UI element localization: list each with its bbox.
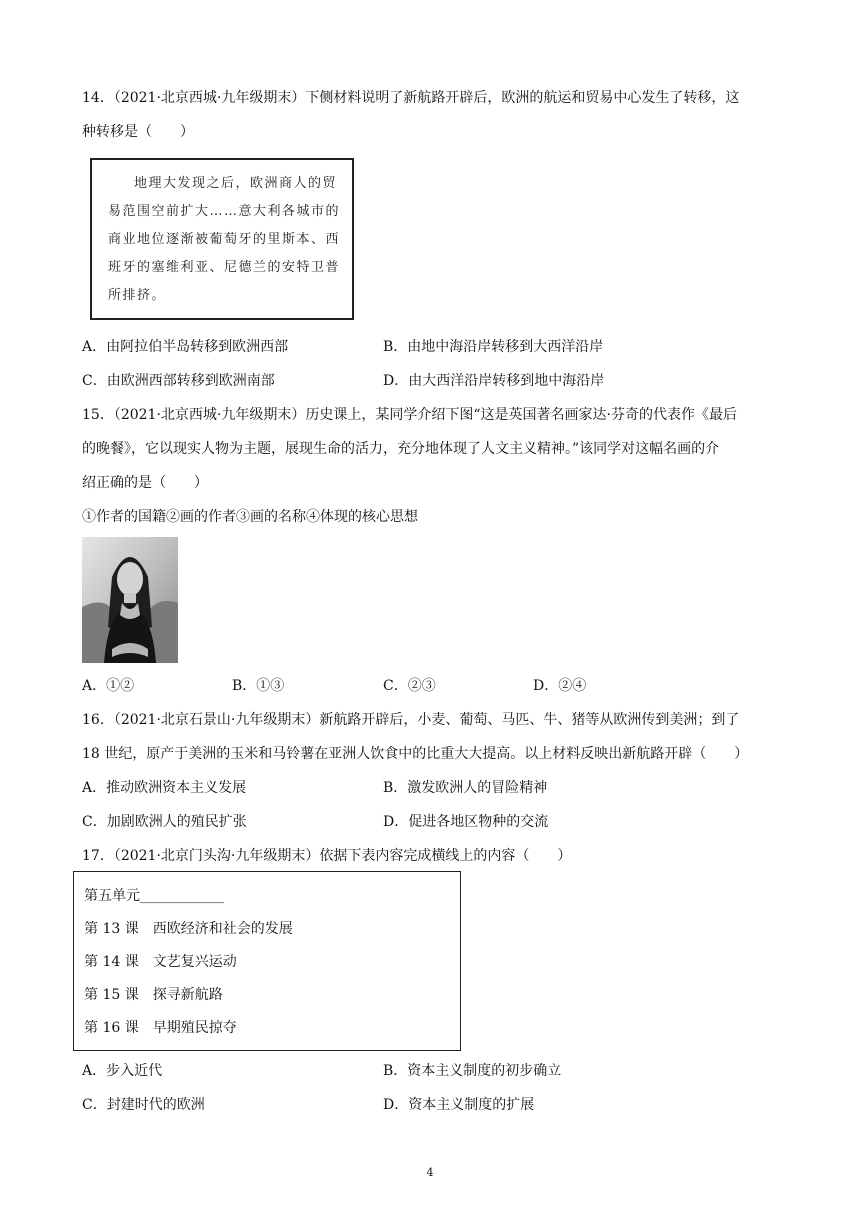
q17-option-a: A．步入近代 xyxy=(82,1063,163,1079)
q17-table-row-lesson14: 第 14 课 文艺复兴运动 xyxy=(84,954,237,970)
q16-option-d: D．促进各地区物种的交流 xyxy=(383,814,549,830)
q15-option-b: B．①③ xyxy=(232,678,285,694)
portrait-image xyxy=(82,537,178,663)
q15-stem-line2: 的晚餐》，它以现实人物为主题，展现生命的活力，充分地体现了人文主义精神。”该同学对这幅名画的介 xyxy=(82,441,720,457)
q17-table-row-lesson15: 第 15 课 探寻新航路 xyxy=(84,987,223,1003)
q16-stem-line1: 16．（2021·北京石景山·九年级期末）新航路开辟后，小麦、葡萄、马匹、牛、猪等从欧洲传到美洲；到了 xyxy=(82,712,740,728)
q17-option-b: B．资本主义制度的初步确立 xyxy=(383,1063,562,1079)
q15-option-d: D．②④ xyxy=(533,678,587,694)
q14-stem-line1: 14．（2021·北京西城·九年级期末）下侧材料说明了新航路开辟后，欧洲的航运和贸易中心发生了转移，这 xyxy=(82,90,740,106)
q14-material-box xyxy=(90,158,354,320)
q16-option-b: B．激发欧洲人的冒险精神 xyxy=(383,780,548,796)
q17-table-row-lesson16: 第 16 课 早期殖民掠夺 xyxy=(84,1020,237,1036)
q16-option-c: C．加剧欧洲人的殖民扩张 xyxy=(82,814,247,830)
page-number: 4 xyxy=(426,1166,434,1179)
q15-option-a: A．①② xyxy=(82,678,135,694)
q14-stem-line2: 种转移是（ ） xyxy=(82,124,194,140)
q15-stem-line4: ①作者的国籍②画的作者③画的名称④体现的核心思想 xyxy=(82,509,418,525)
q15-stem-line1: 15．（2021·北京西城·九年级期末）历史课上，某同学介绍下图“这是英国著名画家达·芬奇的代表作《最后 xyxy=(82,407,737,423)
q17-option-d: D．资本主义制度的扩展 xyxy=(383,1097,535,1113)
q17-table-row-lesson13: 第 13 课 西欧经济和社会的发展 xyxy=(84,921,293,937)
q17-stem-line1: 17．（2021·北京门头沟·九年级期末）依据下表内容完成横线上的内容（ ） xyxy=(82,848,572,864)
q14-option-d: D．由大西洋沿岸转移到地中海沿岸 xyxy=(383,373,605,389)
q17-unit-table xyxy=(73,871,461,1051)
q14-material-text xyxy=(108,170,340,310)
q14-option-c: C．由欧洲西部转移到欧洲南部 xyxy=(82,373,275,389)
q15-option-c: C．②③ xyxy=(383,678,436,694)
q15-stem-line3: 绍正确的是（ ） xyxy=(82,475,208,491)
q14-material-content: 地理大发现之后，欧洲商人的贸易范围空前扩大……意大利各城市的商业地位逐渐被葡萄牙的里斯本、西班牙的塞维利亚、尼德兰的安特卫普所排挤。 xyxy=(108,176,341,303)
q17-table-row-unit: 第五单元____________ xyxy=(84,888,224,904)
q14-option-a: A．由阿拉伯半岛转移到欧洲西部 xyxy=(82,339,289,355)
q16-option-a: A．推动欧洲资本主义发展 xyxy=(82,780,247,796)
q17-option-c: C．封建时代的欧洲 xyxy=(82,1097,205,1113)
mona-lisa-painting xyxy=(82,537,178,663)
q14-option-b: B．由地中海沿岸转移到大西洋沿岸 xyxy=(383,339,604,355)
q16-stem-line2: 18 世纪，原产于美洲的玉米和马铃薯在亚洲人饮食中的比重大大提高。以上材料反映出新航路开辟（ ） xyxy=(82,746,749,762)
